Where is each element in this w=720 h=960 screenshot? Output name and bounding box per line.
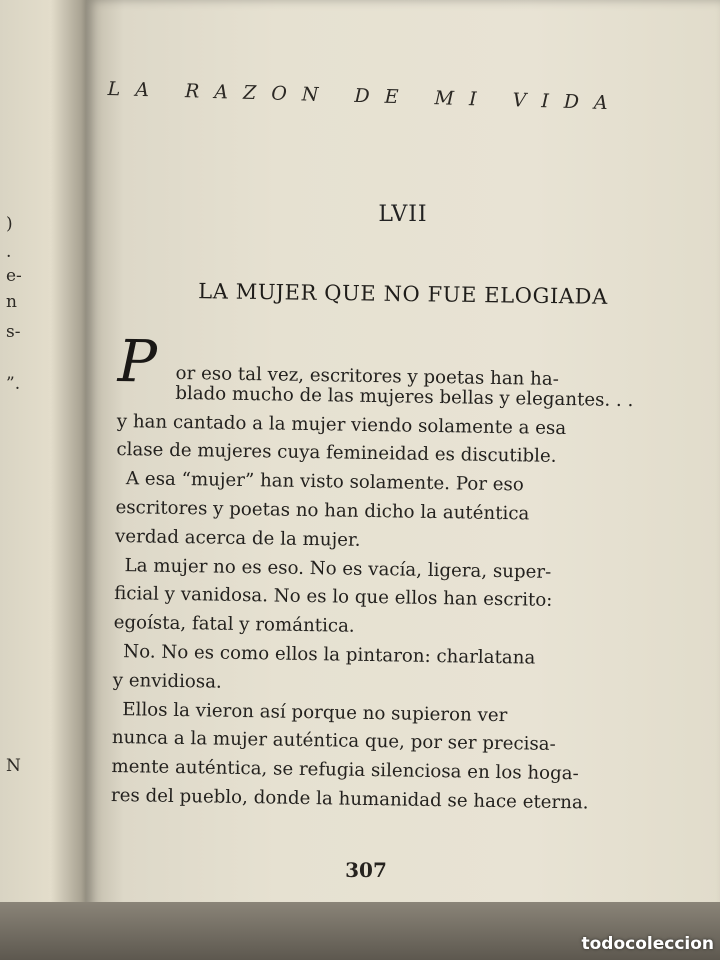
text-line-3: y han cantado a la mujer viendo solamente a esa [116, 410, 567, 439]
text-line-14: nunca a la mujer auténtica que, por ser precisa- [111, 727, 556, 756]
left-page-fragment: s- [6, 322, 21, 342]
chapter-number: LVII [378, 202, 428, 227]
left-page-fragment: e- [6, 266, 22, 286]
page-number: 307 [345, 858, 387, 882]
text-line-6: escritores y poetas no han dicho la auténtica [115, 496, 530, 525]
text-line-10: egoísta, fatal y romántica. [113, 612, 355, 637]
text-line-13: Ellos la vieron así porque no supieron ver [122, 698, 508, 726]
text-line: or eso tal vez, escritores y poetas han ha- [175, 362, 560, 390]
text-line-15: mente auténtica, se refugia silenciosa en los hoga- [111, 756, 579, 785]
text-line-8: La mujer no es eso. No es vacía, ligera, super- [124, 554, 552, 583]
drop-cap-box [117, 327, 176, 396]
text-line-12: y envidiosa. [112, 669, 222, 693]
body-text [110, 327, 634, 818]
left-page-fragment: ) [6, 214, 13, 234]
text-line-5: A esa “mujer” han visto solamente. Por eso [125, 468, 524, 496]
running-head: LA RAZON DE MI VIDA [107, 78, 623, 115]
chapter-title: LA MUJER QUE NO FUE ELOGIADA [198, 279, 608, 309]
text-line-11: No. No es como ellos la pintaron: charlatana [123, 641, 536, 669]
text-line-9: ficial y vanidosa. No es lo que ellos han escrito: [114, 583, 553, 612]
watermark: todocoleccion [581, 934, 714, 954]
left-page-fragment: . [6, 242, 12, 262]
left-page-edge [0, 0, 92, 960]
left-page-fragment: n [6, 292, 17, 312]
text-line-7: verdad acerca de la mujer. [114, 525, 361, 551]
text-line-4: clase de mujeres cuya femineidad es discutible. [116, 439, 557, 468]
left-page-fragment: ”. [6, 374, 21, 394]
drop-cap: P [117, 327, 158, 396]
left-page-fragment: N [6, 756, 21, 776]
text-line-16: res del pueblo, donde la humanidad se hace eterna. [110, 784, 589, 814]
text-line-2: blado mucho de las mujeres bellas y elegantes. . . [175, 382, 634, 411]
